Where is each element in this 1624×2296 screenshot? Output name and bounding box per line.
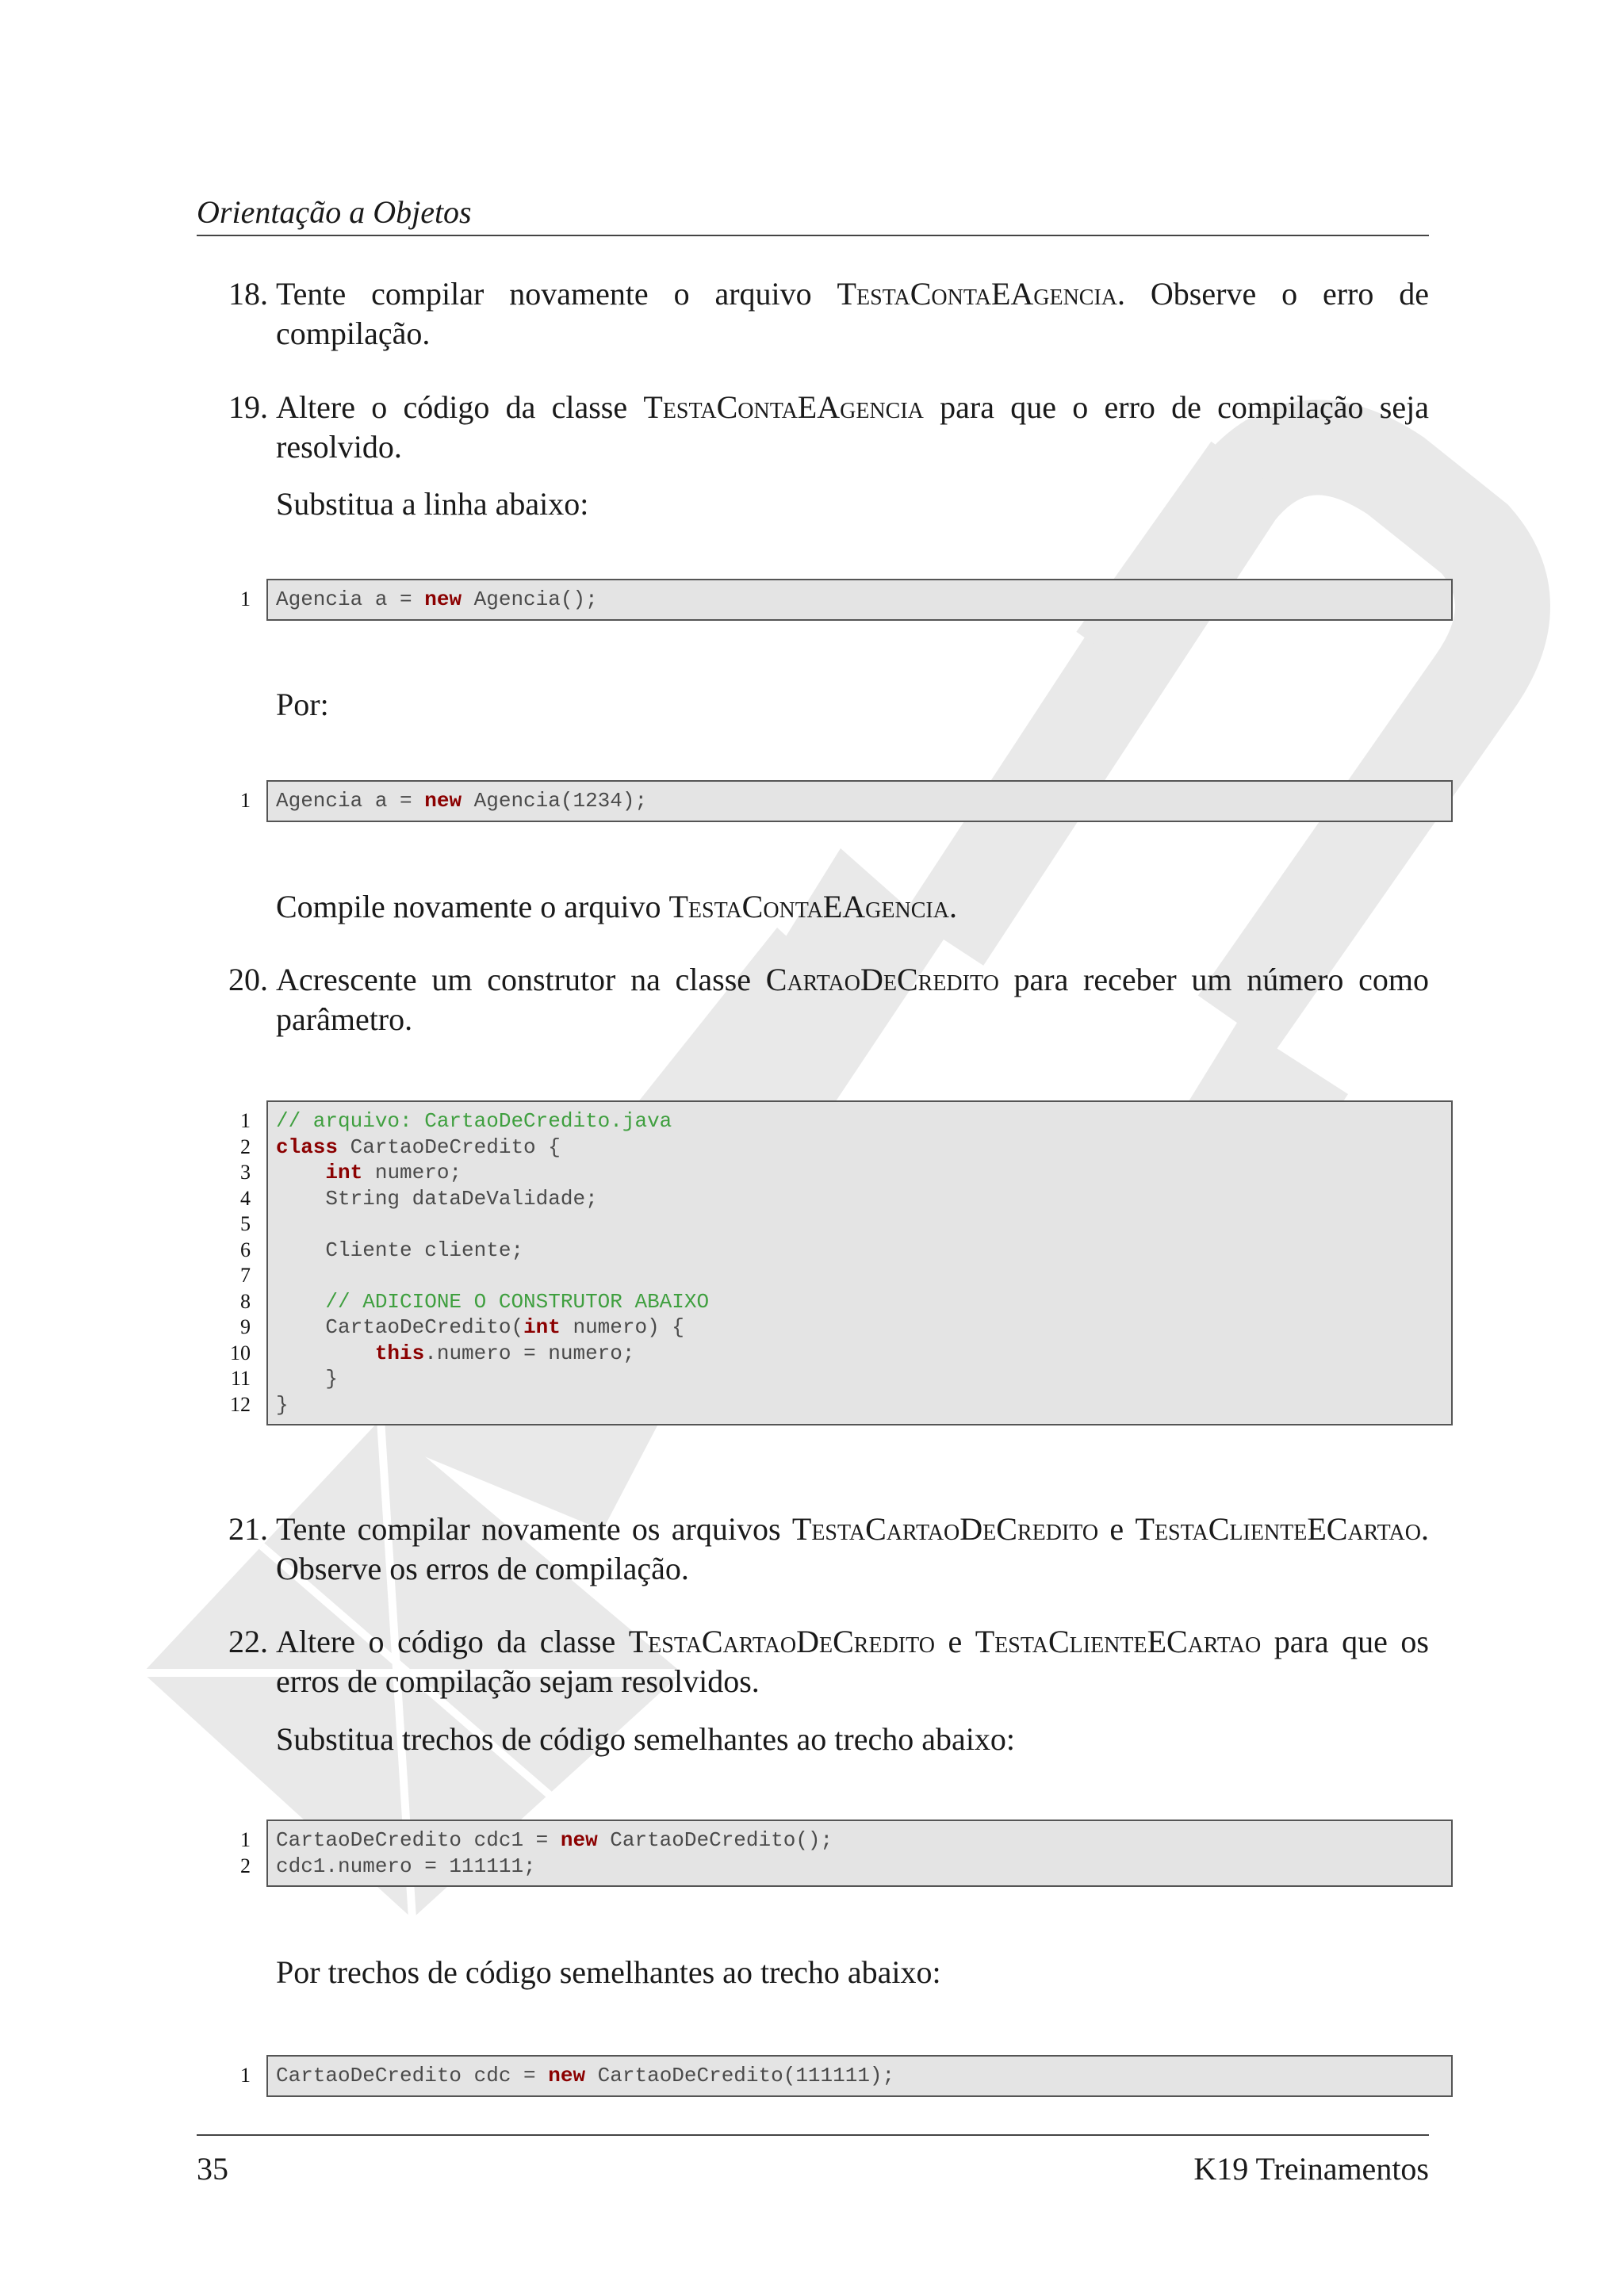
line-numbers: 1 2 bbox=[240, 1828, 251, 1877]
page-number: 35 bbox=[197, 2151, 228, 2187]
code-keyword: new bbox=[424, 789, 462, 813]
code-line: int numero; bbox=[325, 1161, 462, 1184]
code-keyword: int bbox=[523, 1315, 561, 1339]
code-block bbox=[266, 1100, 1453, 1425]
item-number: 20. bbox=[228, 962, 268, 997]
item-text: Acrescente um construtor na classe CartaoDeCredito para receber um número como parâmetro. bbox=[276, 962, 1430, 1037]
code-keyword: new bbox=[548, 2064, 586, 2087]
item-number: 19. bbox=[228, 389, 268, 425]
item-text: Altere o código da classe TestaCartaoDeCredito e TestaClienteECartao para que os erros de compilação sejam resolvidos. bbox=[276, 1624, 1429, 1699]
code-line: CartaoDeCredito cdc1 = new CartaoDeCredito(); bbox=[276, 1828, 833, 1852]
item-number: 18. bbox=[228, 276, 268, 312]
code-line: Agencia a = new Agencia(1234); bbox=[276, 789, 648, 813]
code-line: // arquivo: CartaoDeCredito.java bbox=[276, 1109, 672, 1133]
code-keyword: new bbox=[424, 587, 462, 611]
code-line: CartaoDeCredito cdc = new CartaoDeCredito(111111); bbox=[276, 2064, 895, 2087]
code-block bbox=[266, 579, 1453, 621]
item-number: 21. bbox=[228, 1511, 268, 1547]
code-line: this.numero = numero; bbox=[374, 1341, 635, 1365]
code-keyword: class bbox=[276, 1135, 339, 1159]
item-text: Altere o código da classe TestaContaEAgencia para que o erro de compilação seja resolvido. bbox=[276, 389, 1429, 465]
code-block bbox=[266, 2055, 1453, 2097]
code-keyword: new bbox=[560, 1828, 598, 1852]
follow-up-text: Compile novamente o arquivo TestaContaEAgencia. bbox=[276, 889, 957, 924]
code-line: // ADICIONE O CONSTRUTOR ABAIXO bbox=[276, 1289, 710, 1314]
item-number: 22. bbox=[228, 1624, 268, 1659]
page-footer bbox=[197, 2134, 1429, 2199]
instruction-text: Substitua a linha abaixo: bbox=[276, 486, 589, 522]
replacement-label: Por: bbox=[276, 687, 329, 722]
page-header bbox=[197, 190, 1429, 236]
code-line: } bbox=[276, 1367, 339, 1391]
line-numbers: 1 2 3 4 5 6 7 8 9 10 11 12 bbox=[230, 1109, 251, 1416]
code-line: class CartaoDeCredito { bbox=[276, 1135, 561, 1159]
code-line: cdc1.numero = 111111; bbox=[276, 1854, 536, 1878]
instruction-text: Substitua trechos de código semelhantes ao trecho abaixo: bbox=[276, 1721, 1015, 1757]
code-line bbox=[276, 1211, 1443, 1238]
footer-brand: K19 Treinamentos bbox=[1193, 2151, 1429, 2187]
code-block bbox=[266, 1820, 1453, 1887]
line-numbers: 1 bbox=[240, 789, 251, 812]
code-keyword: this bbox=[374, 1341, 425, 1365]
code-block bbox=[266, 780, 1453, 822]
item-text: Tente compilar novamente o arquivo TestaContaEAgencia. Observe o erro de compilação. bbox=[276, 276, 1430, 351]
chapter-title: Orientação a Objetos bbox=[197, 194, 472, 230]
code-line: String dataDeValidade; bbox=[276, 1186, 598, 1211]
code-line: CartaoDeCredito(int numero) { bbox=[276, 1315, 684, 1339]
code-line: Agencia a = new Agencia(); bbox=[276, 587, 598, 611]
code-line bbox=[276, 1263, 1443, 1289]
line-numbers: 1 bbox=[240, 587, 251, 610]
line-numbers: 1 bbox=[240, 2064, 251, 2087]
code-keyword: int bbox=[325, 1161, 363, 1184]
item-text: Tente compilar novamente os arquivos TestaCartaoDeCredito e TestaClienteECartao. Observe os erros de compilação. bbox=[276, 1511, 1429, 1586]
code-line: Cliente cliente; bbox=[276, 1238, 524, 1262]
code-line: } bbox=[276, 1392, 289, 1417]
replacement-label: Por trechos de código semelhantes ao trecho abaixo: bbox=[276, 1954, 941, 1990]
